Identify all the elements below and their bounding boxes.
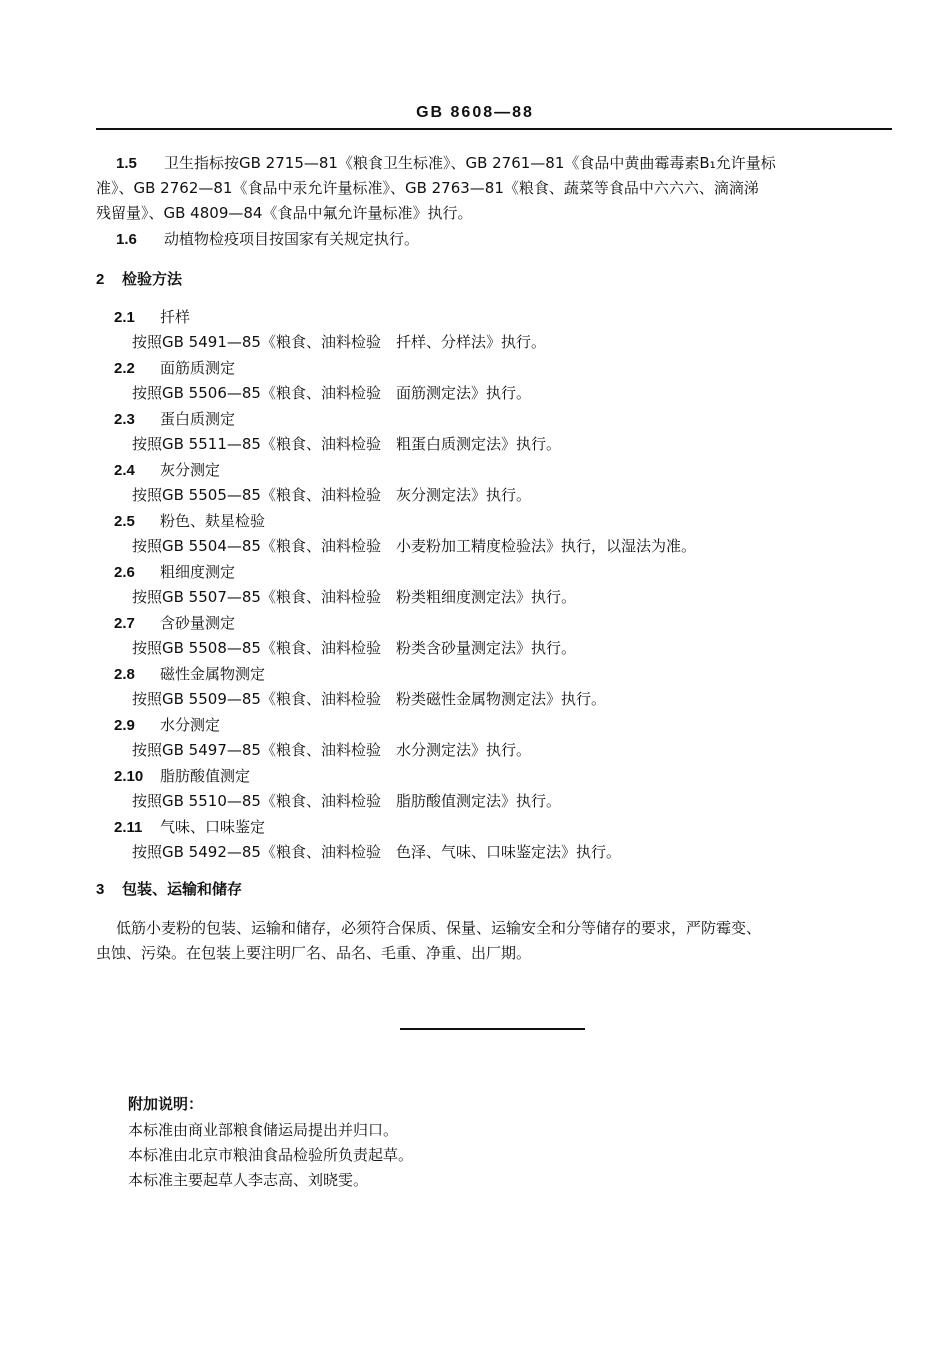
clause-2-6-title xyxy=(114,562,235,583)
clause-2-2-title xyxy=(114,358,235,379)
clause-2-3-title xyxy=(114,409,235,430)
clause-number: 2.9 xyxy=(114,717,135,734)
clause-1-5-line-3: 残留量》、GB 4809—84《食品中氟允许量标准》执行。 xyxy=(96,204,473,222)
clause-2-11-text: 按照GB 5492—85《粮食、油料检验 色泽、气味、口味鉴定法》执行。 xyxy=(132,843,621,861)
clause-title: 面筋质测定 xyxy=(160,359,236,377)
clause-2-7-text: 按照GB 5508—85《粮食、油料检验 粉类含砂量测定法》执行。 xyxy=(132,639,576,657)
notes-line-2: 本标准由北京市粮油食品检验所负责起草。 xyxy=(128,1146,414,1164)
notes-line-1: 本标准由商业部粮食储运局提出并归口。 xyxy=(128,1121,399,1139)
clause-title: 水分测定 xyxy=(160,716,221,734)
clause-number: 2.2 xyxy=(114,360,135,377)
clause-2-4-text: 按照GB 5505—85《粮食、油料检验 灰分测定法》执行。 xyxy=(132,486,531,504)
section-3-paragraph-line-1: 低筋小麦粉的包装、运输和储存，必须符合保质、保量、运输安全和分等储存的要求，严防霉变、 xyxy=(116,919,762,937)
clause-number: 2.3 xyxy=(114,411,135,428)
clause-title: 气味、口味鉴定 xyxy=(160,818,266,836)
clause-number: 1.5 xyxy=(116,155,137,172)
clause-2-1-text: 按照GB 5491—85《粮食、油料检验 扦样、分样法》执行。 xyxy=(132,333,546,351)
clause-number: 2.7 xyxy=(114,615,135,632)
section-3-paragraph-line-2: 虫蚀、污染。在包装上要注明厂名、品名、毛重、净重、出厂期。 xyxy=(96,944,532,962)
clause-number: 2.5 xyxy=(114,513,135,530)
clause-2-3-text: 按照GB 5511—85《粮食、油料检验 粗蛋白质测定法》执行。 xyxy=(132,435,561,453)
clause-2-2-text: 按照GB 5506—85《粮食、油料检验 面筋测定法》执行。 xyxy=(132,384,531,402)
clause-2-7-title xyxy=(114,613,235,634)
clause-2-6-text: 按照GB 5507—85《粮食、油料检验 粉类粗细度测定法》执行。 xyxy=(132,588,576,606)
section-number: 2 xyxy=(96,271,105,288)
clause-2-8-text: 按照GB 5509—85《粮食、油料检验 粉类磁性金属物测定法》执行。 xyxy=(132,690,606,708)
clause-2-5-text: 按照GB 5504—85《粮食、油料检验 小麦粉加工精度检验法》执行，以湿法为准。 xyxy=(132,537,696,555)
clause-2-11-title xyxy=(114,817,265,838)
clause-title: 脂肪酸值测定 xyxy=(160,767,251,785)
clause-2-4-title xyxy=(114,460,220,481)
clause-number: 2.6 xyxy=(114,564,135,581)
section-number: 3 xyxy=(96,881,105,898)
notes-title: 附加说明： xyxy=(128,1095,204,1113)
clause-title: 蛋白质测定 xyxy=(160,410,236,428)
clause-1-5-line-1 xyxy=(116,153,776,174)
clause-title: 含砂量测定 xyxy=(160,614,236,632)
clause-number: 1.6 xyxy=(116,231,137,248)
section-3-heading xyxy=(96,879,242,900)
clause-1-6 xyxy=(116,229,419,250)
clause-1-5-line-2: 准》、GB 2762—81《食品中汞允许量标准》、GB 2763—81《粮食、蔬菜等食品中六六六、滴滴涕 xyxy=(96,179,759,197)
clause-number: 2.4 xyxy=(114,462,135,479)
header-rule xyxy=(96,128,892,130)
clause-2-10-text: 按照GB 5510—85《粮食、油料检验 脂肪酸值测定法》执行。 xyxy=(132,792,561,810)
clause-2-5-title xyxy=(114,511,265,532)
clause-2-9-text: 按照GB 5497—85《粮食、油料检验 水分测定法》执行。 xyxy=(132,741,531,759)
clause-number: 2.10 xyxy=(114,768,144,785)
section-title: 检验方法 xyxy=(122,270,183,288)
section-2-heading xyxy=(96,269,182,290)
clause-2-10-title xyxy=(114,766,250,787)
clause-title: 扦样 xyxy=(160,308,191,326)
end-rule xyxy=(400,1028,585,1030)
standard-number-header: GB 8608—88 xyxy=(416,104,534,121)
clause-title: 粗细度测定 xyxy=(160,563,236,581)
clause-2-9-title xyxy=(114,715,220,736)
notes-line-3: 本标准主要起草人李志高、刘晓雯。 xyxy=(128,1171,369,1189)
clause-number: 2.8 xyxy=(114,666,135,683)
clause-text: 动植物检疫项目按国家有关规定执行。 xyxy=(164,230,420,248)
clause-number: 2.1 xyxy=(114,309,135,326)
clause-title: 灰分测定 xyxy=(160,461,221,479)
clause-title: 磁性金属物测定 xyxy=(160,665,266,683)
clause-2-8-title xyxy=(114,664,265,685)
clause-number: 2.11 xyxy=(114,819,143,836)
clause-text: 卫生指标按GB 2715—81《粮食卫生标准》、GB 2761—81《食品中黄曲霉毒素B₁允许量标 xyxy=(164,154,776,172)
clause-title: 粉色、麸星检验 xyxy=(160,512,266,530)
clause-2-1-title xyxy=(114,307,190,328)
section-title: 包装、运输和储存 xyxy=(122,880,243,898)
